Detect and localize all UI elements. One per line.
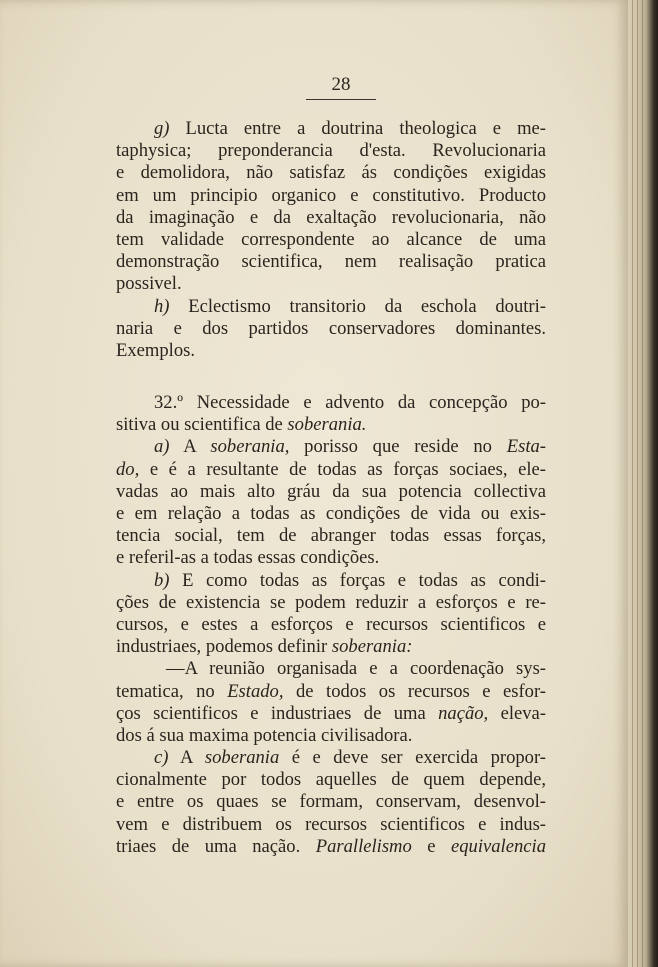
text-line [116, 592, 546, 614]
italic-text: Esta- [506, 436, 546, 458]
text-segment: e em relação a todas as condições de vida ou exis- [116, 503, 546, 524]
text-segment: —A reunião organisada e a coordenação sys- [166, 658, 546, 680]
text-line [116, 251, 546, 273]
text-line [116, 703, 546, 725]
italic-text: do, [116, 458, 140, 480]
italic-text: a) [154, 436, 170, 458]
text-segment: Eclectismo transitorio da eschola doutri- [169, 295, 546, 317]
text-segment: em um principio organico e constitutivo. Producto [116, 184, 546, 206]
text-line [116, 140, 546, 162]
text-segment: de todos os recursos e esfor- [283, 680, 546, 702]
text-line [116, 318, 546, 340]
italic-text: soberania [204, 747, 280, 769]
italic-text: soberania: [331, 636, 413, 658]
text-segment: A [168, 747, 205, 769]
text-segment: 32.º Necessidade e advento da concepção po- [154, 392, 546, 414]
page-edge-line [642, 0, 643, 967]
body-text [116, 118, 546, 858]
italic-text: h) [154, 295, 170, 317]
text-segment: ços scientificos e industriaes de uma [116, 702, 439, 724]
text-segment: da imaginação e da exaltação revolucionaria, não [116, 206, 546, 228]
text-segment: cionalmente por todos aquelles de quem depende, [116, 769, 546, 791]
italic-text: Estado, [227, 680, 284, 702]
page-number-rule [306, 99, 376, 100]
text-line [116, 481, 546, 503]
text-segment: e demolidora, não satisfaz ás condições exigidas [116, 162, 546, 184]
text-segment: eleva- [488, 702, 546, 724]
text-segment: porisso que reside no [289, 436, 507, 458]
text-segment: naria e dos partidos conservadores dominantes. [116, 317, 546, 339]
text-segment: e referil-as a todas essas condições. [116, 547, 380, 569]
page-edge-stack [628, 0, 658, 967]
text-segment: industriaes, podemos definir [116, 636, 332, 658]
text-segment: triaes de uma nação. [116, 835, 316, 857]
text-line [116, 547, 546, 569]
text-line [116, 340, 546, 362]
text-segment: E como todas as forças e todas as condi- [169, 569, 546, 591]
text-segment: tencia social, tem de abranger todas essas forças, [116, 525, 546, 547]
text-line [116, 725, 546, 747]
text-line [116, 681, 546, 703]
text-segment: sitiva ou scientifica de [116, 414, 288, 436]
italic-text: nação, [438, 702, 489, 724]
text-segment: ções de existencia se podem reduzir a esforços e re- [116, 591, 546, 613]
text-line [116, 814, 546, 836]
italic-text: b) [154, 569, 170, 591]
text-line [116, 791, 546, 813]
text-segment: e é a resultante de todas as forças sociaes, ele- [139, 458, 546, 480]
text-line [116, 636, 546, 658]
page-number: 28 [331, 74, 351, 95]
text-line [116, 570, 546, 592]
text-segment: vem e distribuem os recursos scientificos e indus- [116, 813, 546, 835]
text-segment: tem validade correspondente ao alcance de uma [116, 228, 546, 250]
text-segment: A [169, 436, 211, 458]
text-line [116, 614, 546, 636]
text-line [116, 525, 546, 547]
italic-text: soberania. [287, 414, 367, 436]
text-line [116, 207, 546, 229]
italic-text: equivalencia [451, 835, 546, 857]
text-line [116, 769, 546, 791]
text-line [116, 658, 546, 680]
text-segment: e entre os quaes se formam, conservam, desenvol- [116, 791, 546, 813]
text-line [116, 414, 546, 436]
text-line [116, 296, 546, 318]
italic-text: Parallelismo [315, 835, 412, 857]
text-segment: taphysica; preponderancia d'esta. Revolucionaria [116, 140, 546, 162]
text-line [116, 747, 546, 769]
text-line [116, 273, 546, 295]
text-segment: vadas ao mais alto gráu da sua potencia collectiva [116, 480, 546, 502]
text-segment: dos á sua maxima potencia civilisadora. [116, 724, 413, 746]
text-segment: tematica, no [116, 680, 228, 702]
text-segment: cursos, e estes a esforços e recursos scientificos e [116, 613, 546, 635]
text-line [116, 118, 546, 140]
text-line [116, 162, 546, 184]
text-line [116, 392, 546, 414]
italic-text: c) [154, 747, 169, 769]
text-line [116, 185, 546, 207]
text-segment: possivel. [116, 273, 182, 295]
italic-text: g) [154, 118, 170, 139]
text-line [116, 836, 546, 858]
text-segment: e [411, 835, 451, 857]
text-segment: Lucta entre a doutrina theologica e me- [169, 118, 546, 139]
text-segment: é e deve ser exercida propor- [279, 747, 546, 769]
italic-text: soberania, [210, 436, 290, 458]
text-line [116, 459, 546, 481]
text-segment: demonstração scientifica, nem realisação pratica [116, 251, 546, 273]
paragraph-gap [116, 362, 546, 392]
text-line [116, 229, 546, 251]
page-edge-line [637, 0, 638, 967]
text-segment: Exemplos. [116, 339, 196, 361]
text-line [116, 503, 546, 525]
page-edge-line [632, 0, 633, 967]
text-line [116, 436, 546, 458]
